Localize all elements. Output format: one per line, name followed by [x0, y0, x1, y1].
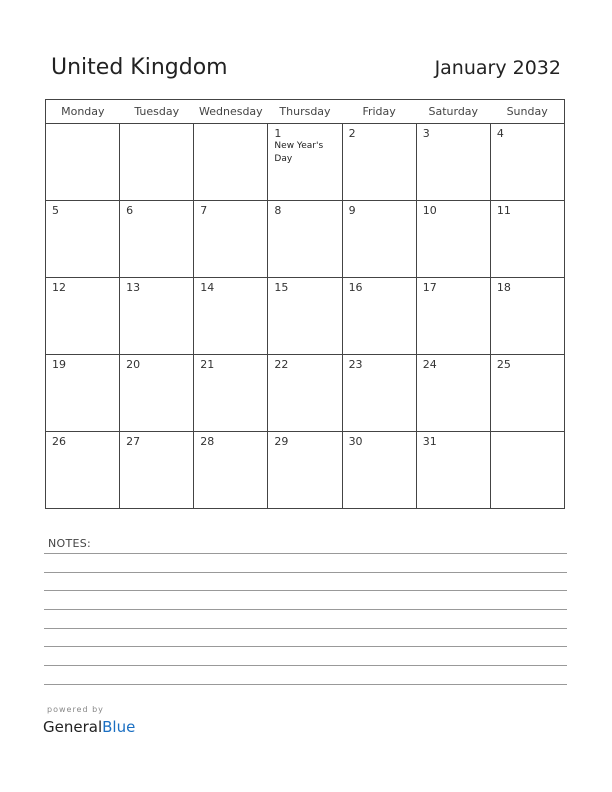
- notes-label: NOTES:: [48, 537, 92, 550]
- calendar-day-cell: [268, 201, 342, 278]
- day-number: 20: [126, 358, 141, 371]
- calendar-day-cell: [342, 432, 416, 509]
- holiday-label: New Year's Day: [274, 141, 324, 164]
- calendar-day-cell: [268, 278, 342, 355]
- calendar-day-cell: [490, 278, 564, 355]
- day-number: 29: [274, 435, 289, 448]
- calendar-day-cell: [46, 355, 120, 432]
- calendar-day-cell: [416, 278, 490, 355]
- calendar-empty-cell: [490, 432, 564, 509]
- calendar-week-row: [46, 432, 565, 509]
- day-number: 10: [422, 204, 437, 217]
- notes-line: [44, 646, 567, 647]
- day-number: 1: [274, 127, 282, 140]
- day-number: 28: [200, 435, 215, 448]
- day-number: 31: [422, 435, 437, 448]
- calendar-day-cell: [490, 201, 564, 278]
- notes-line: [44, 665, 567, 666]
- brand-logo[interactable]: [43, 717, 135, 737]
- weekday-header: Thursday: [268, 100, 342, 124]
- day-number: 7: [200, 204, 208, 217]
- weekday-header-row: [46, 100, 565, 124]
- notes-line: [44, 553, 567, 554]
- weekday-header: Monday: [46, 100, 120, 124]
- day-number: 16: [348, 281, 363, 294]
- calendar-body: [46, 124, 565, 509]
- calendar-month-title: January 2032: [434, 57, 561, 79]
- brand-name-blue: Blue: [102, 718, 136, 736]
- day-number: 24: [422, 358, 437, 371]
- calendar-day-cell: [490, 355, 564, 432]
- calendar-day-cell: [268, 432, 342, 509]
- calendar-day-cell: [194, 355, 268, 432]
- weekday-header: Sunday: [490, 100, 564, 124]
- calendar-empty-cell: [194, 124, 268, 201]
- day-number: 14: [200, 281, 215, 294]
- calendar-day-cell: [416, 432, 490, 509]
- calendar-day-cell: [416, 124, 490, 201]
- notes-line: [44, 628, 567, 629]
- calendar-week-row: [46, 124, 565, 201]
- calendar-country-title: United Kingdom: [51, 55, 228, 80]
- weekday-header: Saturday: [416, 100, 490, 124]
- calendar-week-row: [46, 355, 565, 432]
- calendar-day-cell: [46, 278, 120, 355]
- notes-line: [44, 609, 567, 610]
- powered-by-text: powered by: [47, 705, 104, 714]
- day-number: 8: [274, 204, 282, 217]
- day-number: 19: [52, 358, 66, 371]
- calendar-day-cell: [194, 201, 268, 278]
- weekday-header: Tuesday: [120, 100, 194, 124]
- calendar-grid: [45, 99, 565, 509]
- day-number: 17: [422, 281, 437, 294]
- calendar-day-cell: [120, 355, 194, 432]
- weekday-header: Friday: [342, 100, 416, 124]
- calendar-week-row: [46, 278, 565, 355]
- calendar-day-cell: [342, 355, 416, 432]
- day-number: 9: [348, 204, 356, 217]
- calendar-empty-cell: [120, 124, 194, 201]
- calendar-day-cell: [268, 355, 342, 432]
- day-number: 4: [496, 127, 504, 140]
- day-number: 27: [126, 435, 141, 448]
- calendar-day-cell: [416, 201, 490, 278]
- day-number: 18: [496, 281, 511, 294]
- notes-line: [44, 590, 567, 591]
- calendar-day-cell: [342, 201, 416, 278]
- day-number: 13: [126, 281, 141, 294]
- day-number: 26: [52, 435, 66, 448]
- calendar-day-cell: [194, 278, 268, 355]
- calendar-day-cell: [342, 124, 416, 201]
- calendar-day-cell: [194, 432, 268, 509]
- calendar-week-row: [46, 201, 565, 278]
- day-number: 15: [274, 281, 289, 294]
- notes-line: [44, 684, 567, 685]
- calendar-empty-cell: [46, 124, 120, 201]
- calendar-day-cell: [120, 432, 194, 509]
- calendar-day-cell: [268, 124, 342, 201]
- day-number: 21: [200, 358, 215, 371]
- calendar-day-cell: [120, 201, 194, 278]
- day-number: 23: [348, 358, 363, 371]
- day-number: 3: [422, 127, 430, 140]
- day-number: 22: [274, 358, 289, 371]
- day-number: 5: [52, 204, 59, 217]
- day-number: 2: [348, 127, 356, 140]
- calendar-day-cell: [120, 278, 194, 355]
- calendar-day-cell: [342, 278, 416, 355]
- calendar-day-cell: [416, 355, 490, 432]
- weekday-header: Wednesday: [194, 100, 268, 124]
- day-number: 6: [126, 204, 134, 217]
- calendar-day-cell: [46, 201, 120, 278]
- calendar-day-cell: [46, 432, 120, 509]
- day-number: 25: [496, 358, 511, 371]
- day-number: 12: [52, 281, 66, 294]
- brand-name-general: General: [43, 718, 103, 736]
- day-number: 11: [496, 204, 511, 217]
- day-number: 30: [348, 435, 363, 448]
- calendar-day-cell: [490, 124, 564, 201]
- notes-line: [44, 572, 567, 573]
